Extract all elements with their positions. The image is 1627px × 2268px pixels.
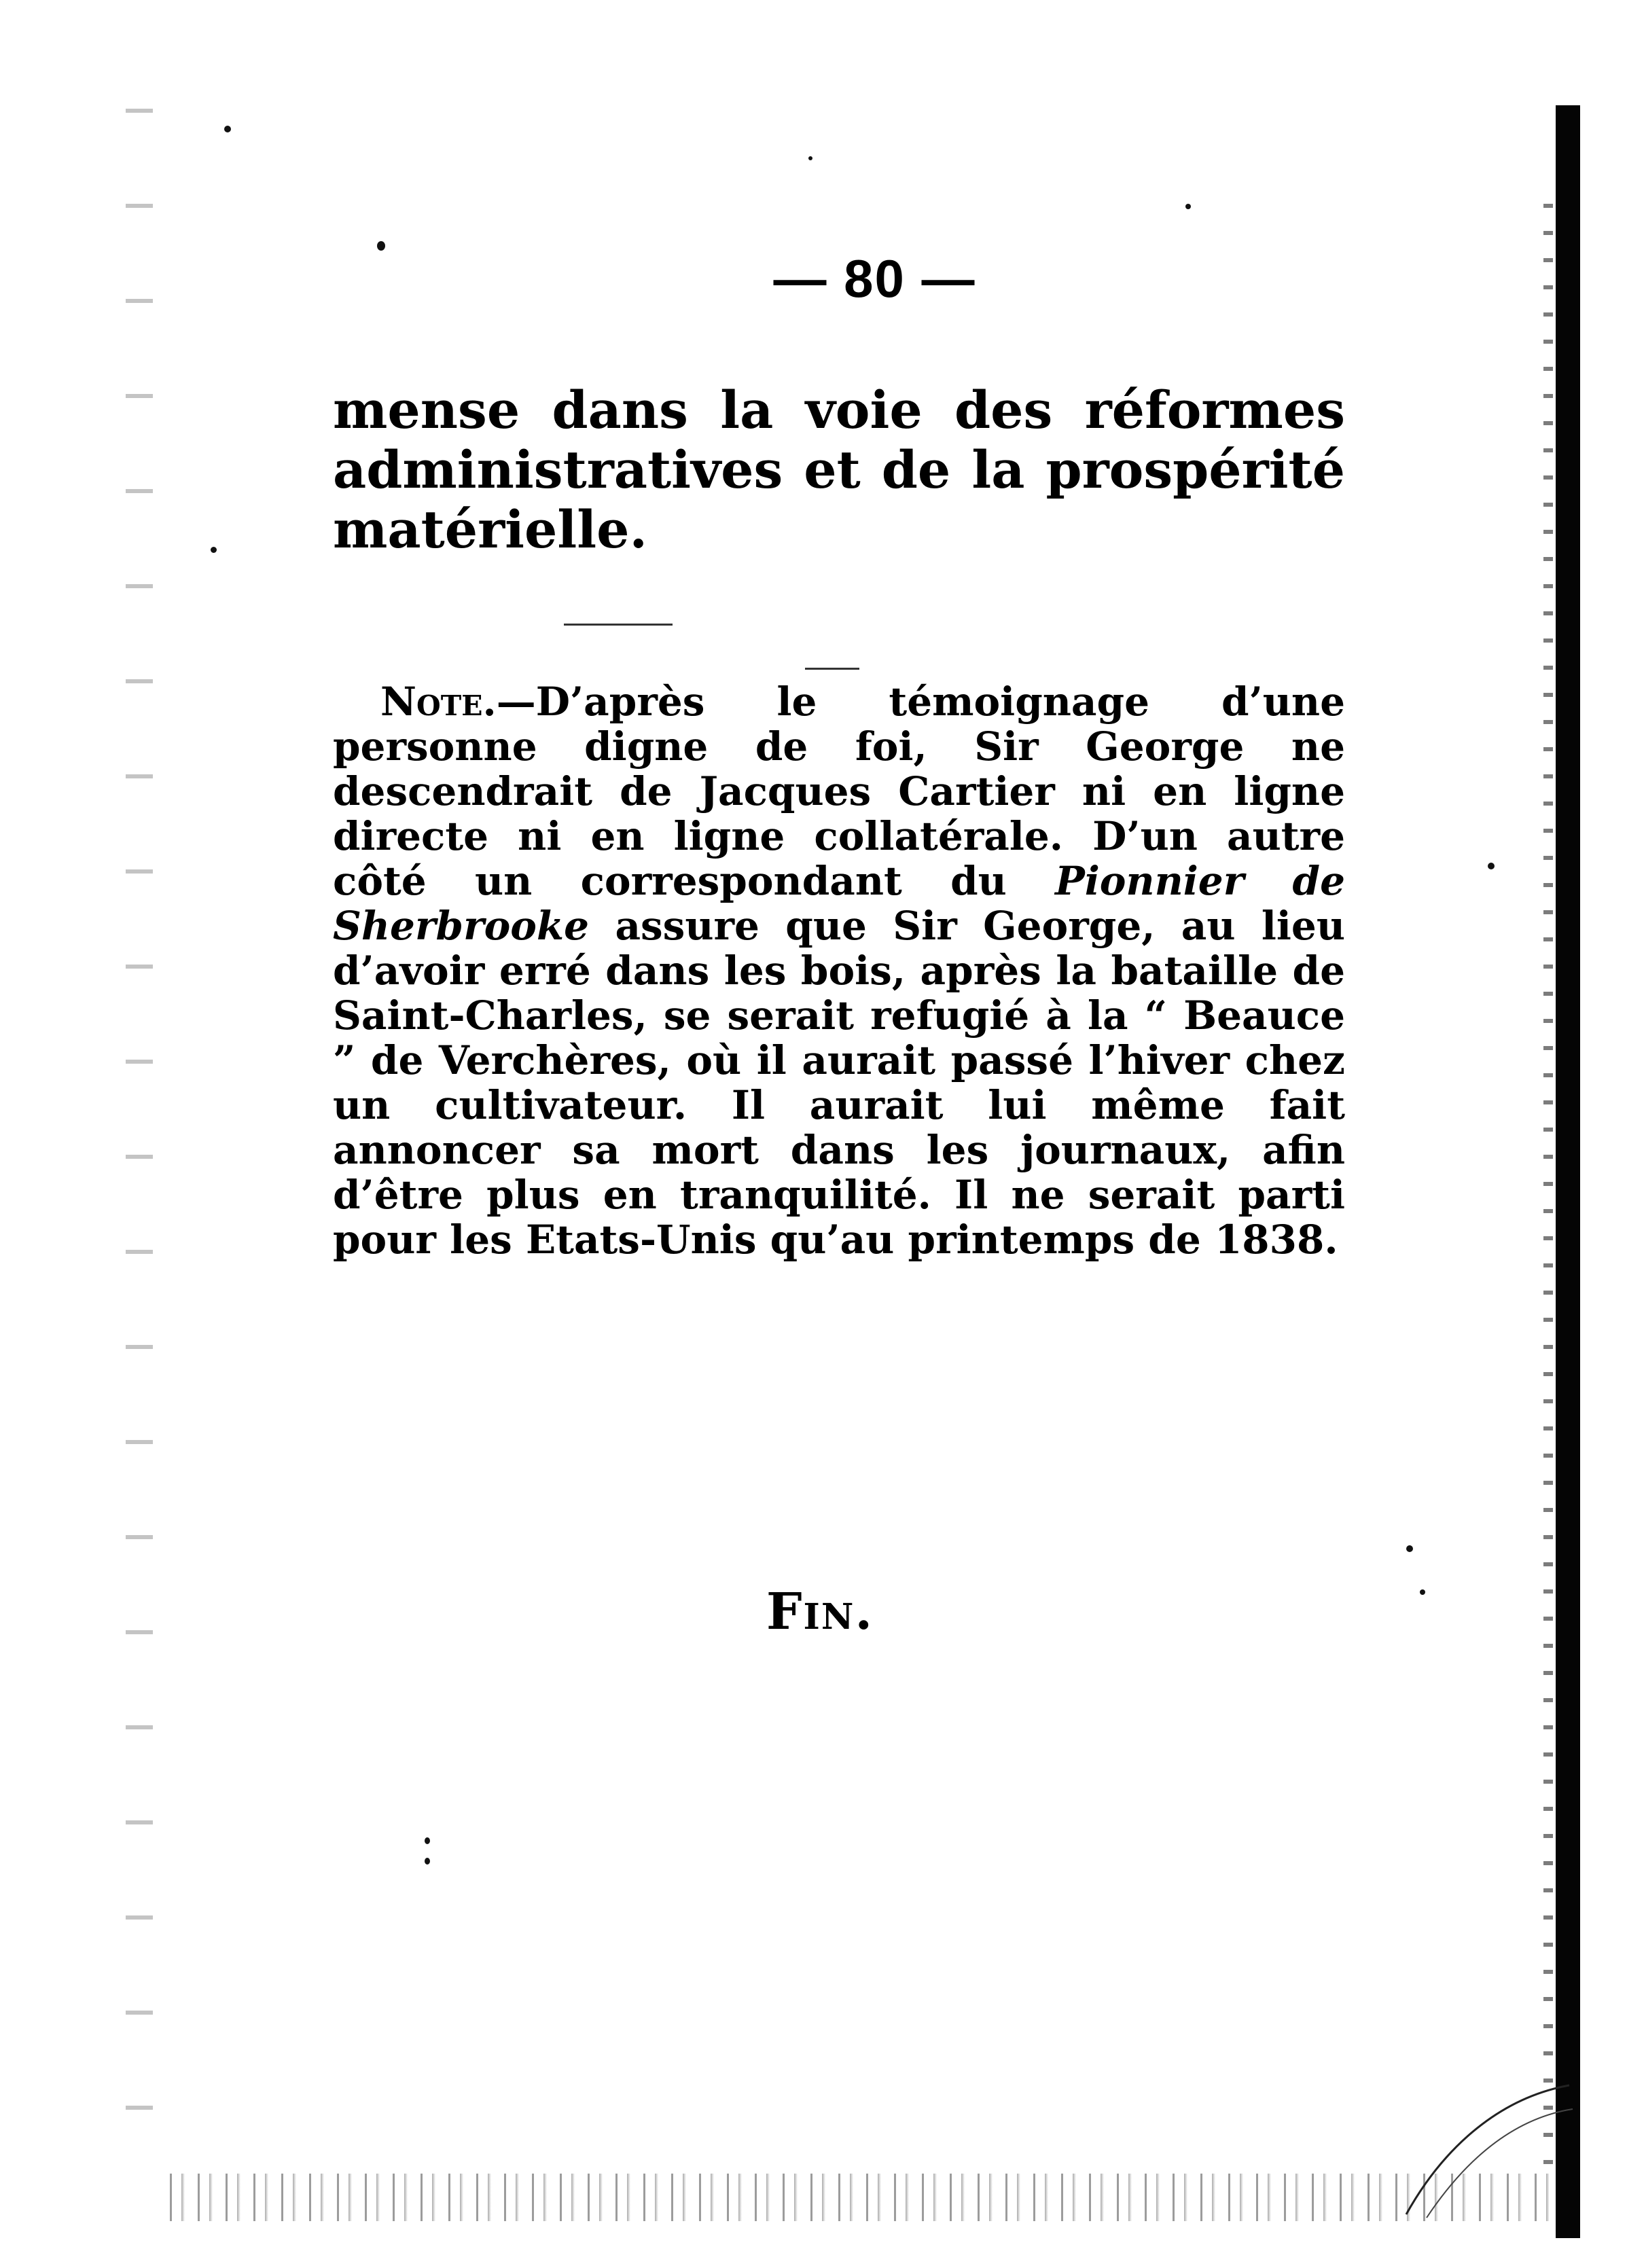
newspaper-title: Pionnier de Sherbrooke (333, 858, 1346, 949)
page-number: — 80 — (773, 249, 976, 308)
section-divider-short (805, 668, 859, 670)
scan-speck (1185, 204, 1191, 209)
end-marker: Fin. (766, 1583, 874, 1641)
scan-speck (224, 126, 231, 132)
scan-left-margin-noise (126, 68, 153, 2174)
note-text-before-title: —D’après le témoignage d’une personne digne de foi, Sir George ne descendrait de Jacques Cartier ni en ligne directe ni en ligne collatérale. D’un autre côté un correspondant du (333, 679, 1345, 904)
scan-corner-mark (1399, 2072, 1576, 2221)
scan-speck (425, 1837, 430, 1844)
note-label: Note. (380, 679, 497, 725)
scan-speck (1406, 1545, 1413, 1552)
scan-speck (1420, 1589, 1425, 1595)
footnote-paragraph (333, 679, 1345, 1262)
scan-speck (211, 547, 217, 553)
scan-speck (808, 156, 812, 160)
scan-speck (1488, 863, 1495, 869)
scan-right-edge-rough (1543, 204, 1553, 2174)
scan-speck (425, 1858, 430, 1865)
main-paragraph: mense dans la voie des réformes administratives et de la prospérité matérielle. (333, 380, 1345, 560)
note-text-after-title: assure que Sir George, au lieu d’avoir erré dans les bois, après la bataille de Saint-Charles, se serait refugié à la “ Beauce ” de Verchères, où il aurait passé l’hiver chez un cultivateur. Il aurait lui même fait annoncer sa mort dans les journaux, afin d’être plus en tranquilité. Il ne serait parti pour les Etats-Unis qu’au printemps de 1838. (333, 903, 1345, 1263)
section-divider (564, 624, 673, 626)
scan-right-edge-shadow (1556, 105, 1580, 2238)
scan-bottom-edge-noise (170, 2174, 1549, 2221)
